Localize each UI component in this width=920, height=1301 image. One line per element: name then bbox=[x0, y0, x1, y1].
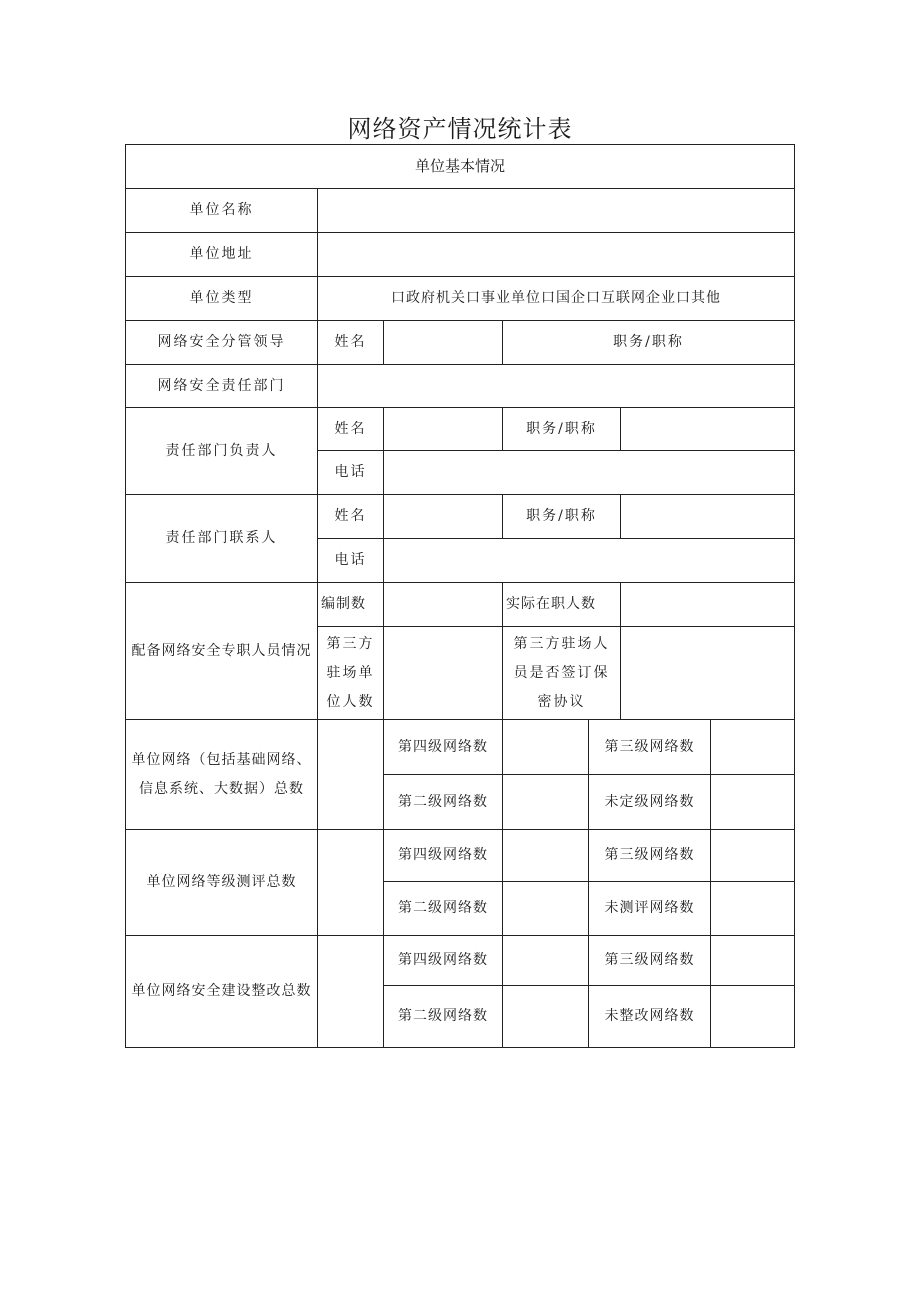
label-security-dept: 网络安全责任部门 bbox=[125, 364, 318, 408]
label-dept-contact: 责任部门联系人 bbox=[125, 494, 318, 583]
dept-contact-title-field[interactable] bbox=[620, 494, 795, 539]
network-l3-field[interactable] bbox=[710, 719, 795, 775]
rectify-l2-label: 第二级网络数 bbox=[383, 985, 503, 1048]
statistics-table bbox=[125, 144, 795, 1048]
network-l2-field[interactable] bbox=[502, 774, 589, 830]
network-total-field[interactable] bbox=[317, 719, 384, 830]
section-header: 单位基本情况 bbox=[125, 144, 795, 189]
third-party-nda-label: 第三方驻场人员是否签订保密协议 bbox=[502, 626, 621, 720]
network-ungraded-field[interactable] bbox=[710, 774, 795, 830]
label-rectify-total: 单位网络安全建设整改总数 bbox=[125, 935, 318, 1048]
unit-type-options[interactable]: 口政府机关口事业单位口国企口互联网企业口其他 bbox=[317, 276, 795, 321]
grading-l3-label: 第三级网络数 bbox=[588, 829, 711, 882]
label-unit-address: 单位地址 bbox=[125, 232, 318, 277]
rectify-total-field[interactable] bbox=[317, 935, 384, 1048]
dept-head-name-label: 姓名 bbox=[317, 407, 384, 451]
network-l4-label: 第四级网络数 bbox=[383, 719, 503, 775]
rectify-l4-field[interactable] bbox=[502, 935, 589, 986]
label-network-total: 单位网络（包括基础网络、信息系统、大数据）总数 bbox=[125, 719, 318, 830]
network-l3-label: 第三级网络数 bbox=[588, 719, 711, 775]
rectify-unrectified-label: 未整改网络数 bbox=[588, 985, 711, 1048]
leader-name-field[interactable] bbox=[383, 320, 503, 365]
dept-head-phone-field[interactable] bbox=[383, 450, 795, 495]
dept-head-title-field[interactable] bbox=[620, 407, 795, 451]
actual-staff-label: 实际在职人数 bbox=[502, 582, 621, 627]
quota-label: 编制数 bbox=[317, 582, 384, 627]
grading-total-field[interactable] bbox=[317, 829, 384, 936]
leader-title-label: 职务/职称 bbox=[502, 320, 795, 365]
rectify-l2-field[interactable] bbox=[502, 985, 589, 1048]
unit-address-field[interactable] bbox=[317, 232, 795, 277]
grading-l3-field[interactable] bbox=[710, 829, 795, 882]
label-unit-name: 单位名称 bbox=[125, 188, 318, 233]
grading-untested-label: 未测评网络数 bbox=[588, 881, 711, 936]
dept-contact-phone-label: 电话 bbox=[317, 538, 384, 583]
network-l2-label: 第二级网络数 bbox=[383, 774, 503, 830]
dept-head-title-label: 职务/职称 bbox=[502, 407, 621, 451]
label-unit-type: 单位类型 bbox=[125, 276, 318, 321]
label-dept-head: 责任部门负责人 bbox=[125, 407, 318, 495]
rectify-l3-field[interactable] bbox=[710, 935, 795, 986]
rectify-l4-label: 第四级网络数 bbox=[383, 935, 503, 986]
grading-l4-label: 第四级网络数 bbox=[383, 829, 503, 882]
quota-field[interactable] bbox=[383, 582, 503, 627]
third-party-units-label: 第三方驻场单位人数 bbox=[317, 626, 384, 720]
third-party-nda-field[interactable] bbox=[620, 626, 795, 720]
label-security-leader: 网络安全分管领导 bbox=[125, 320, 318, 365]
label-staffing: 配备网络安全专职人员情况 bbox=[125, 582, 318, 720]
security-dept-field[interactable] bbox=[317, 364, 795, 408]
network-l4-field[interactable] bbox=[502, 719, 589, 775]
actual-staff-field[interactable] bbox=[620, 582, 795, 627]
dept-contact-name-field[interactable] bbox=[383, 494, 503, 539]
dept-head-phone-label: 电话 bbox=[317, 450, 384, 495]
leader-name-label: 姓名 bbox=[317, 320, 384, 365]
dept-contact-title-label: 职务/职称 bbox=[502, 494, 621, 539]
rectify-l3-label: 第三级网络数 bbox=[588, 935, 711, 986]
third-party-units-field[interactable] bbox=[383, 626, 503, 720]
dept-contact-phone-field[interactable] bbox=[383, 538, 795, 583]
grading-l2-label: 第二级网络数 bbox=[383, 881, 503, 936]
rectify-unrectified-field[interactable] bbox=[710, 985, 795, 1048]
grading-l4-field[interactable] bbox=[502, 829, 589, 882]
grading-untested-field[interactable] bbox=[710, 881, 795, 936]
label-grading-total: 单位网络等级测评总数 bbox=[125, 829, 318, 936]
network-ungraded-label: 未定级网络数 bbox=[588, 774, 711, 830]
grading-l2-field[interactable] bbox=[502, 881, 589, 936]
unit-name-field[interactable] bbox=[317, 188, 795, 233]
dept-contact-name-label: 姓名 bbox=[317, 494, 384, 539]
dept-head-name-field[interactable] bbox=[383, 407, 503, 451]
page-title: 网络资产情况统计表 bbox=[347, 115, 573, 143]
